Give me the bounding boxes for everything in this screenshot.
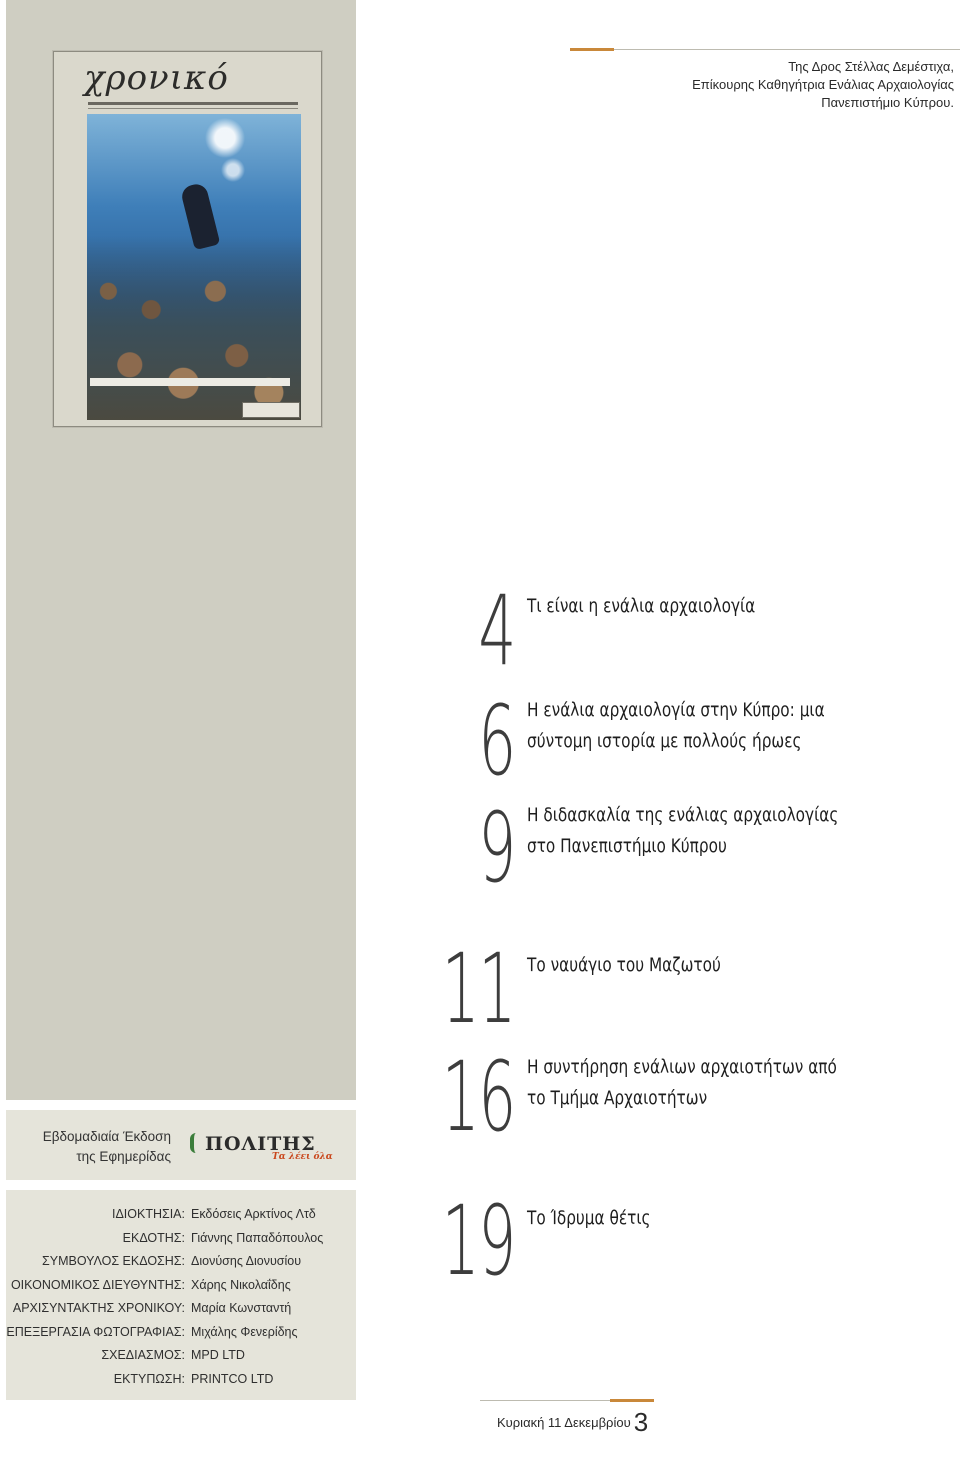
magazine-cover [53, 51, 322, 427]
credit-row [0, 1297, 323, 1321]
credit-row [0, 1274, 323, 1298]
credit-value: Μαρία Κωνσταντή [191, 1301, 292, 1315]
credit-value: MPD LTD [191, 1348, 245, 1362]
edition-line2: της Εφημερίδας [76, 1149, 171, 1164]
credit-value: Μιχάλης Φενερίδης [191, 1324, 298, 1339]
toc-page-16: 16 [441, 1041, 515, 1153]
author-name: Της Δρος Στέλλας Δεμέστιχα, [788, 59, 954, 74]
author-block [692, 58, 954, 112]
toc-title-4: Τι είναι η ενάλια αρχαιολογία [527, 596, 756, 617]
credit-value: Γιάννης Παπαδόπουλος [191, 1230, 324, 1245]
politis-tagline: Τα λέει όλα [272, 1152, 333, 1162]
credit-label: ΟΙΚΟΝΟΜΙΚΟΣ ΔΙΕΥΘΥΝΤΗΣ: [10, 1277, 185, 1292]
bubbles [205, 114, 245, 194]
credit-label: ΣΧΕΔΙΑΣΜΟΣ: [101, 1348, 185, 1362]
credit-value: PRINTCO LTD [191, 1371, 274, 1386]
credit-value: Εκδόσεις Αρκτίνος Λτδ [191, 1207, 316, 1221]
toc-page-6: 6 [478, 685, 515, 797]
credit-label: ΑΡΧΙΣΥΝΤΑΚΤΗΣ ΧΡΟΝΙΚΟΥ: [12, 1301, 185, 1315]
credit-row [0, 1227, 323, 1251]
credit-row [0, 1344, 323, 1368]
politis-leaf-icon [190, 1133, 204, 1153]
cover-title: χρονικό [84, 58, 229, 98]
credit-label: ΕΚΤΥΠΩΣΗ: [113, 1371, 185, 1386]
toc-title-6: Η ενάλια αρχαιολογία στην Κύπρο: μια σύντομη ιστορία με πολλούς ήρωες [527, 700, 825, 752]
credit-value: Χάρης Νικολαΐδης [191, 1277, 291, 1292]
footer-date: Κυριακή 11 Δεκεμβρίου [497, 1415, 631, 1430]
credit-label: ΣΥΜΒΟΥΛΟΣ ΕΚΔΟΣΗΣ: [42, 1254, 185, 1268]
edition-label [16, 1127, 171, 1167]
credit-row [0, 1203, 323, 1227]
edition-line1: Εβδομαδιαία Έκδοση [42, 1129, 171, 1144]
footer-rule-accent [610, 1399, 654, 1402]
credits-list [0, 1203, 323, 1391]
cover-publisher-logo [242, 402, 300, 418]
author-affiliation: Πανεπιστήμιο Κύπρου. [821, 95, 954, 110]
cover-rule [88, 102, 298, 105]
toc-page-19: 19 [441, 1185, 515, 1297]
author-position: Επίκουρης Καθηγήτρια Ενάλιας Αρχαιολογίας [692, 77, 954, 92]
cover-caption [90, 378, 290, 386]
left-sidebar [6, 0, 356, 1100]
credit-row [0, 1321, 323, 1345]
author-rule-accent [570, 48, 614, 51]
credit-row [0, 1368, 323, 1392]
toc-title-16: Η συντήρηση ενάλιων αρχαιοτήτων από το Τμήμα Αρχαιοτήτων [527, 1057, 837, 1109]
toc-page-9: 9 [478, 792, 515, 904]
toc-page-4: 4 [478, 575, 515, 687]
cover-photo [87, 114, 301, 420]
page-number: 3 [633, 1407, 649, 1437]
credit-label: ΕΠΕΞΕΡΓΑΣΙΑ ΦΩΤΟΓΡΑΦΙΑΣ: [6, 1324, 185, 1339]
credit-label: ΕΚΔΟΤΗΣ: [122, 1230, 185, 1245]
toc-page-11: 11 [441, 933, 515, 1045]
cover-rule-thin [88, 108, 298, 109]
page-footer [497, 1407, 648, 1438]
reef-amphorae [87, 236, 301, 420]
author-rule [570, 49, 960, 50]
toc-title-9: Η διδασκαλία της ενάλιας αρχαιολογίας στο Πανεπιστήμιο Κύπρου [527, 805, 839, 857]
credit-label: ΙΔΙΟΚΤΗΣΙΑ: [111, 1207, 185, 1221]
toc-title-11: Το ναυάγιο του Μαζωτού [527, 955, 721, 976]
toc-title-19: Το Ίδρυμα θέτις [527, 1208, 651, 1229]
credit-row [0, 1250, 323, 1274]
credit-value: Διονύσης Διονυσίου [191, 1254, 302, 1268]
politis-logo: ΠΟΛΙΤΗΣ [205, 1133, 316, 1155]
